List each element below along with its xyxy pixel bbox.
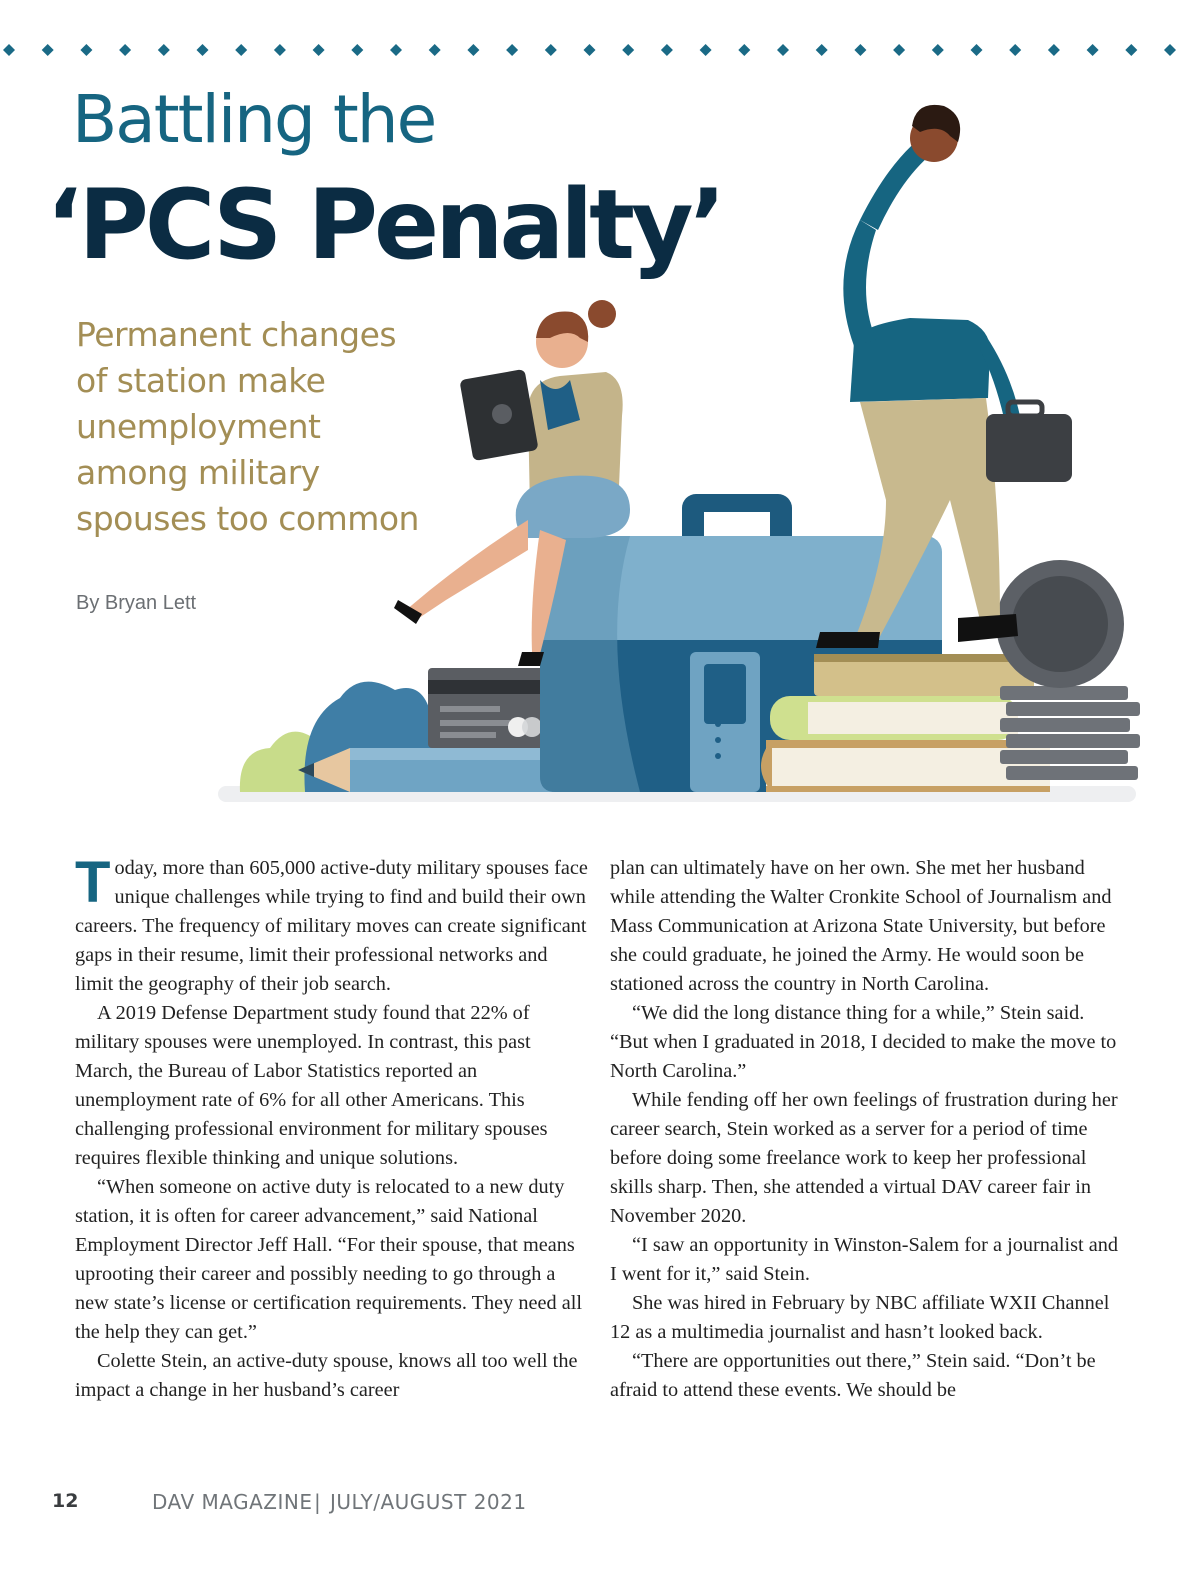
diamond-dot	[700, 44, 712, 56]
subheadline-line: of station make	[76, 361, 326, 400]
diamond-dot	[42, 44, 54, 56]
article-paragraph: “We did the long distance thing for a while,” Stein said. “But when I graduated in 2018, I decided to make the move to North Carolina.”	[610, 1002, 1117, 1082]
diamond-dot	[274, 44, 286, 56]
diamond-dot	[313, 44, 325, 56]
diamond-dot	[545, 44, 557, 56]
article-paragraph: plan can ultimately have on her own. She met her husband while attending the Walter Cronkite School of Journalism and Mass Communication at Arizona State University, but before she could graduate, he joined the Army. He would soon be stationed across the country in North Carolina.	[610, 857, 1112, 995]
diamond-dot	[235, 44, 247, 56]
diamond-dot	[1009, 44, 1021, 56]
diamond-dot	[1048, 44, 1060, 56]
article-paragraph: A 2019 Defense Department study found that 22% of military spouses were unemployed. In contrast, this past March, the Bureau of Labor Statistics reported an unemployment rate of 6% for all other Americans. This challenging professional environment for military spouses requires flexible thinking and unique solutions.	[75, 1002, 548, 1169]
diamond-dot	[622, 44, 634, 56]
diamond-dot	[429, 44, 441, 56]
diamond-dot	[80, 44, 92, 56]
diamond-dot	[1087, 44, 1099, 56]
subheadline-line: spouses too common	[76, 499, 419, 538]
article-column-left	[75, 850, 589, 1405]
headline-line-2: ‘PCS Penalty’	[46, 169, 723, 281]
article-paragraph: While fending off her own feelings of frustration during her career search, Stein worked as a server for a period of time before doing some freelance work to keep her professional skills sharp. Then, she attended a virtual DAV career fair in November 2020.	[610, 1089, 1118, 1227]
byline: By Bryan Lett	[76, 592, 197, 614]
page-footer	[52, 1490, 752, 1520]
career-illustration	[210, 80, 1170, 810]
diamond-dot	[661, 44, 673, 56]
article-paragraph: Colette Stein, an active-duty spouse, knows all too well the impact a change in her husband’s career	[75, 1350, 578, 1401]
diamond-dot-border	[0, 40, 1200, 60]
drop-cap: T	[75, 850, 111, 915]
subheadline-line: unemployment	[76, 407, 321, 446]
diamond-dot	[893, 44, 905, 56]
diamond-dot	[584, 44, 596, 56]
subheadline-line: Permanent changes	[76, 315, 397, 354]
diamond-dot	[197, 44, 209, 56]
publication-name: DAV MAGAZINE	[152, 1490, 313, 1514]
diamond-dot	[816, 44, 828, 56]
diamond-dot	[738, 44, 750, 56]
diamond-dot	[777, 44, 789, 56]
diamond-dot	[3, 44, 15, 56]
diamond-dot	[854, 44, 866, 56]
diamond-dot	[119, 44, 131, 56]
footer-separator: |	[314, 1490, 321, 1514]
article-paragraph: She was hired in February by NBC affiliate WXII Channel 12 as a multimedia journalist and hasn’t looked back.	[610, 1292, 1110, 1343]
diamond-dot	[971, 44, 983, 56]
paragraph-text: oday, more than 605,000 active-duty military spouses face unique challenges while trying to find and build their own careers. The frequency of military moves can create significant gaps in their resume, limit their professional networks and limit the geography of their job search.	[75, 857, 588, 995]
diamond-dot	[1125, 44, 1137, 56]
article-column-right	[610, 854, 1124, 1405]
diamond-dot	[390, 44, 402, 56]
subheadline-line: among military	[76, 453, 320, 492]
page-number: 12	[52, 1490, 79, 1512]
diamond-dot	[1164, 44, 1176, 56]
headline-line-1: Battling the	[72, 81, 436, 158]
diamond-dot	[932, 44, 944, 56]
article-paragraph: “When someone on active duty is relocated to a new duty station, it is often for career advancement,” said National Employment Director Jeff Hall. “For their spouse, that means uprooting their career and possibly needing to go through a new state’s license or certification requirements. They need all the help they can get.”	[75, 1176, 583, 1343]
article-paragraph: “There are opportunities out there,” Stein said. “Don’t be afraid to attend these events. We should be	[610, 1350, 1096, 1401]
diamond-dot	[351, 44, 363, 56]
article-paragraph	[75, 850, 589, 999]
diamond-dot	[467, 44, 479, 56]
diamond-dot	[158, 44, 170, 56]
article-paragraph: “I saw an opportunity in Winston-Salem for a journalist and I went for it,” said Stein.	[610, 1234, 1119, 1285]
issue-date: JULY/AUGUST 2021	[330, 1490, 527, 1514]
diamond-dot	[506, 44, 518, 56]
